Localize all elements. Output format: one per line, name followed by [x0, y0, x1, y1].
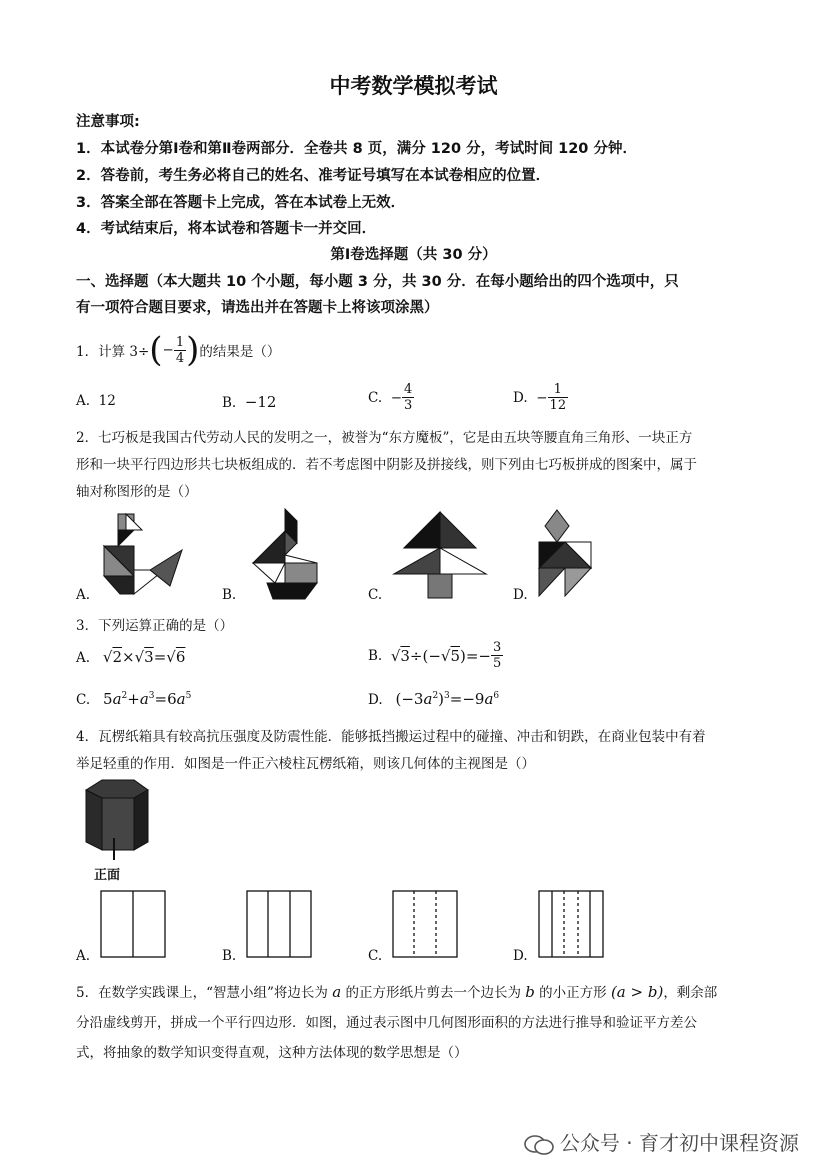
q1-prefix: 1．计算 3÷ [76, 344, 150, 360]
tangram-figure-c [390, 510, 490, 602]
q1-frac-den: 4 [175, 350, 185, 366]
q4-option-d[interactable]: D. [513, 948, 528, 964]
q1-b-text: −12 [244, 393, 277, 411]
q3-option-d[interactable] [368, 690, 499, 708]
q2-option-b[interactable]: B. [222, 587, 237, 603]
wechat-icon [524, 1134, 554, 1156]
q1-option-b[interactable] [222, 393, 276, 411]
q2-option-d[interactable]: D. [513, 587, 528, 603]
view-d-outline [539, 891, 603, 957]
q1-c-fraction [402, 382, 414, 413]
tangram-c-middle-right [440, 548, 486, 574]
tangram-b-sail-left [253, 531, 285, 563]
watermark [524, 1127, 799, 1156]
tangram-figure-d [535, 508, 595, 600]
q1-suffix: 的结果是（） [199, 344, 281, 360]
q3-option-c[interactable] [76, 690, 191, 708]
q2-line3: 轴对称图形的是（） [76, 484, 198, 500]
page-title: 中考数学模拟考试 [329, 74, 498, 98]
q3-c-expr: $5a^2+a^3=6a^5$ [103, 690, 192, 708]
q3-b-label: B. [368, 647, 383, 664]
q1-option-a[interactable] [76, 393, 116, 409]
tangram-a-tail-2 [150, 550, 182, 586]
notice-item-3: 3．答案全部在答题卡上完成，答在本试卷上无效． [76, 195, 406, 211]
question-1-stem [76, 330, 280, 370]
q4-line1: 4．瓦楞纸箱具有较高抗压强度及防震性能．能够抵挡搬运过程中的碰撞、冲击和钥跌，在商业包装中有着 [76, 729, 706, 745]
q2-line2: 形和一块平行四边形共七块板组成的．若不考虑图中阴影及拼接线，则下列由七巧板拼成的图案中，属于 [76, 457, 697, 473]
q5-condition: (a > b) [610, 983, 664, 1001]
q5-line1b: 的正方形纸片剪去一个边长为 [345, 985, 521, 1001]
hexagonal-prism-box-photo [78, 776, 150, 860]
q5-line1a: 5．在数学实践课上，“智慧小组”将边长为 [76, 985, 328, 1001]
q1-fraction [174, 335, 186, 366]
q1-right-paren: ) [186, 330, 200, 370]
question-3-stem: 3．下列运算正确的是（） [76, 618, 234, 634]
q5-line1d: ，剩余部 [663, 985, 718, 1001]
q5-line1c: 的小正方形 [539, 985, 607, 1001]
q4-view-b [246, 890, 312, 958]
q3-option-a[interactable] [76, 648, 185, 666]
q1-c-sign: − [390, 389, 403, 406]
tangram-c-middle-left [394, 548, 440, 574]
q1-option-d[interactable] [513, 382, 568, 413]
q4-line2: 举足轻重的作用．如图是一件正六棱柱瓦楞纸箱，则该几何体的主视图是（） [76, 756, 535, 772]
notice-heading: 注意事项: [76, 114, 140, 130]
q3-a-expr: √2×√3=√6 [102, 648, 186, 666]
q3-d-expr: $(-3a^2)^3=-9a^6$ [395, 690, 500, 708]
q1-frac-num: 1 [175, 334, 185, 350]
view-c-outline [393, 891, 457, 957]
notice-item-4: 4．考试结束后，将本试卷和答题卡一并交回． [76, 221, 377, 237]
q1-minus: − [162, 342, 174, 358]
q3-c-label: C. [76, 692, 91, 708]
q1-d-sign: − [536, 389, 548, 406]
q4-view-d [538, 890, 604, 958]
q1-b-label: B. [222, 395, 237, 411]
q2-option-a[interactable]: A. [76, 587, 91, 603]
q4-option-a[interactable]: A. [76, 948, 91, 964]
q1-c-label: C. [368, 389, 383, 406]
q2-line1: 2．七巧板是我国古代劳动人民的发明之一，被誉为“东方魔板”，它是由五块等腰直角三角形、一块正方 [76, 430, 693, 446]
tangram-figure-a [100, 510, 190, 600]
q5-line1 [76, 977, 766, 1008]
section1-line2: 有一项符合题目要求，请选出并在答题卡上将该项涂黑） [76, 300, 439, 316]
q3-d-label: D. [368, 692, 383, 708]
prism-front-face [102, 798, 134, 850]
q1-a-text: 12 [98, 393, 116, 409]
question-4-stem [76, 724, 766, 778]
q5-line3: 式，将抽象的数学知识变得直观，这种方法体现的数学思想是（） [76, 1045, 468, 1061]
question-2-stem [76, 425, 766, 506]
q4-option-b[interactable]: B. [222, 948, 237, 964]
prism-right-face [134, 790, 148, 850]
q4-view-c [392, 890, 458, 958]
q4-view-a [100, 890, 166, 958]
q1-option-c[interactable] [368, 382, 414, 413]
view-b-outline [247, 891, 311, 957]
q1-d-label: D. [513, 389, 528, 406]
notice-item-1: 1．本试卷分第Ⅰ卷和第Ⅱ卷两部分．全卷共 8 页，满分 120 分，考试时间 120 分钟． [76, 141, 637, 157]
q3-b-expr: √3÷(−√5)=− [390, 646, 492, 665]
q3-b-num: 3 [493, 640, 502, 655]
tangram-b-hull-1 [253, 563, 285, 583]
tangram-b-hull-2 [285, 563, 317, 583]
prism-left-face [86, 790, 102, 850]
tangram-b-sail-right [285, 555, 317, 563]
part1-heading: 第Ⅰ卷选择题（共 30 分） [330, 247, 497, 263]
tangram-figure-b [245, 507, 325, 602]
q3-option-b[interactable] [368, 640, 503, 671]
q1-a-label: A. [76, 393, 91, 409]
tangram-d-diamond [545, 510, 569, 542]
notice-item-2: 2．答卷前，考生务必将自己的姓名、准考证号填写在本试卷相应的位置． [76, 168, 551, 184]
section1-line1: 一、选择题（本大题共 10 个小题，每小题 3 分，共 30 分．在每小题给出的四个选项中，只 [76, 274, 679, 290]
q5-line2: 分沿虚线剪开，拼成一个平行四边形．如图，通过表示图中几何图形面积的方法进行推导和验证平方差公 [76, 1015, 697, 1031]
tangram-c-top-left [404, 512, 440, 548]
q1-c-num: 4 [404, 382, 413, 397]
tangram-a-neck [118, 530, 134, 546]
q1-d-num: 1 [548, 382, 569, 398]
front-view-label: 正面 [94, 868, 121, 883]
tangram-d-left-bottom [539, 568, 565, 596]
q3-a-label: A. [76, 650, 91, 666]
q1-c-den: 3 [404, 398, 413, 413]
q4-option-c[interactable]: C. [368, 948, 383, 964]
q1-d-den: 12 [549, 398, 567, 413]
tangram-d-right-bottom [565, 568, 591, 596]
tangram-a-base [104, 576, 134, 594]
watermark-text: 公众号 · 育才初中课程资源 [559, 1131, 799, 1155]
q3-b-den: 5 [493, 656, 502, 671]
q3-b-fraction [491, 640, 503, 671]
q1-d-fraction [548, 382, 569, 413]
q5-var-b: b [525, 983, 535, 1001]
q5-var-a: a [332, 983, 342, 1001]
question-5-stem [76, 977, 766, 1068]
q2-option-c[interactable]: C. [368, 587, 383, 603]
tangram-b-keel [267, 583, 317, 599]
tangram-c-trunk [428, 574, 452, 598]
q1-left-paren: ( [149, 330, 163, 370]
